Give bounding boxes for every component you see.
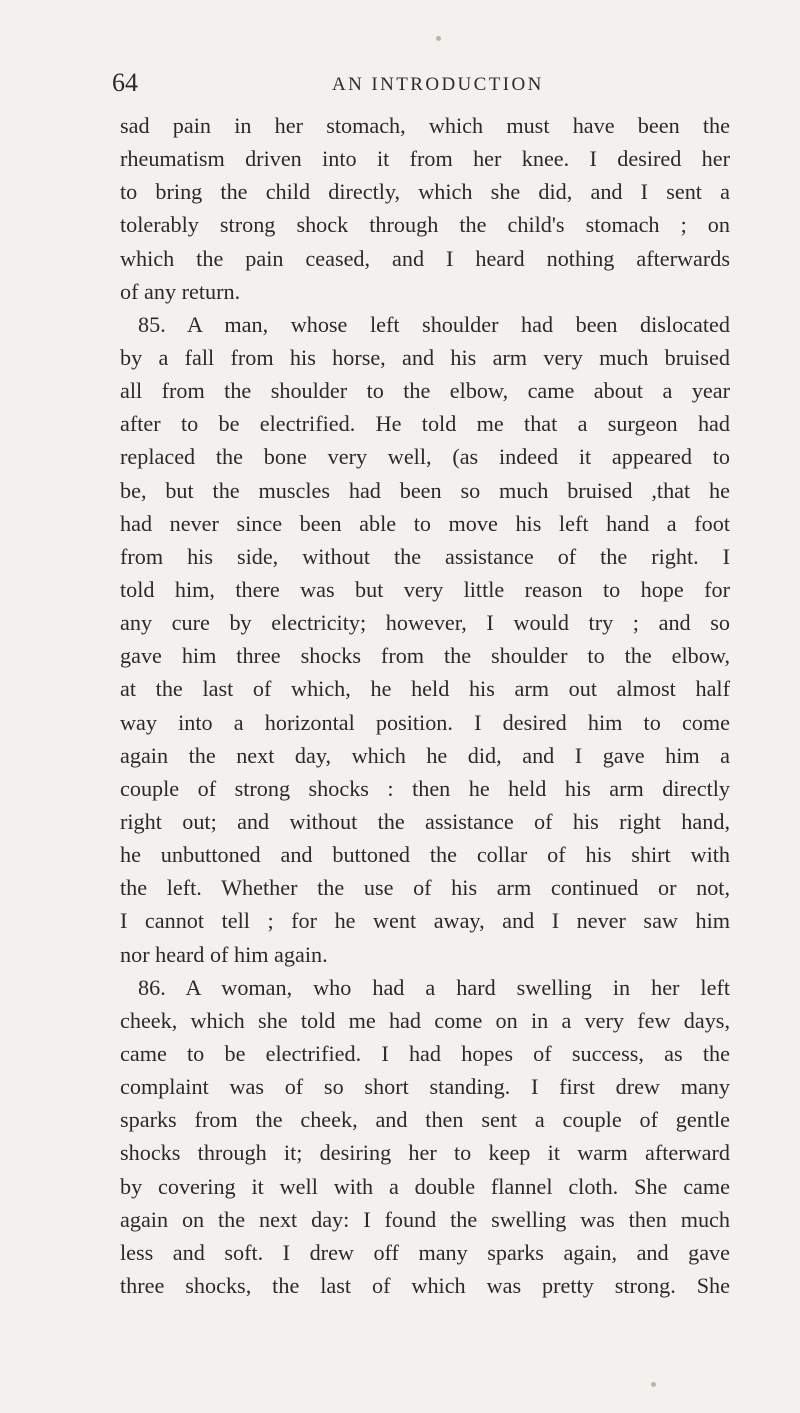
text-line: came to be electrified. I had hopes of success, as the	[120, 1040, 730, 1066]
text-line: after to be electrified. He told me that a surgeon had	[120, 411, 730, 437]
body-text	[120, 109, 730, 1302]
text-line: rheumatism driven into it from her knee. I desired her	[120, 146, 730, 172]
page-number: 64	[112, 68, 138, 97]
text-line: had never since been able to move his left hand a foot	[120, 510, 730, 536]
text-line: again on the next day: I found the swelling was then much	[120, 1206, 730, 1232]
text-line: gave him three shocks from the shoulder to the elbow,	[120, 643, 730, 669]
text-line: the left. Whether the use of his arm continued or not,	[120, 875, 730, 901]
text-line: sparks from the cheek, and then sent a couple of gentle	[120, 1107, 730, 1133]
text-line: at the last of which, he held his arm out almost half	[120, 676, 730, 702]
text-line: he unbuttoned and buttoned the collar of his shirt with	[120, 842, 730, 868]
running-header	[112, 68, 732, 108]
text-line: cheek, which she told me had come on in a very few days,	[120, 1007, 730, 1033]
text-line: right out; and without the assistance of his right hand,	[120, 808, 730, 834]
text-line: couple of strong shocks : then he held his arm directly	[120, 775, 730, 801]
paragraph-86-start: 86. A woman, who had a hard swelling in her left	[138, 974, 730, 1000]
text-line: nor heard of him again.	[120, 941, 328, 967]
text-line: again the next day, which he did, and I gave him a	[120, 742, 730, 768]
paper-speck	[651, 1382, 656, 1387]
text-line: which the pain ceased, and I heard nothing afterwards	[120, 245, 730, 271]
text-line: tolerably strong shock through the child's stomach ; on	[120, 212, 730, 238]
running-title: AN INTRODUCTION	[332, 74, 544, 95]
text-line: less and soft. I drew off many sparks again, and gave	[120, 1239, 730, 1265]
text-line: all from the shoulder to the elbow, came about a year	[120, 378, 730, 404]
text-line: by a fall from his horse, and his arm very much bruised	[120, 344, 730, 370]
text-line: complaint was of so short standing. I first drew many	[120, 1074, 730, 1100]
text-line: be, but the muscles had been so much bruised ,that he	[120, 477, 730, 503]
text-line: way into a horizontal position. I desired him to come	[120, 709, 730, 735]
paper-speck	[436, 36, 441, 41]
text-line: from his side, without the assistance of the right. I	[120, 543, 730, 569]
text-line: told him, there was but very little reason to hope for	[120, 576, 730, 602]
text-line: of any return.	[120, 278, 241, 304]
text-line: by covering it well with a double flannel cloth. She came	[120, 1173, 730, 1199]
text-line: replaced the bone very well, (as indeed it appeared to	[120, 444, 730, 470]
text-line: I cannot tell ; for he went away, and I never saw him	[120, 908, 730, 934]
text-line: any cure by electricity; however, I would try ; and so	[120, 610, 730, 636]
text-line: shocks through it; desiring her to keep it warm afterward	[120, 1140, 730, 1166]
text-line: three shocks, the last of which was pretty strong. She	[120, 1272, 730, 1298]
text-line: sad pain in her stomach, which must have been the	[120, 113, 730, 138]
paragraph-85-start: 85. A man, whose left shoulder had been dislocated	[138, 311, 730, 337]
text-line: to bring the child directly, which she did, and I sent a	[120, 179, 730, 205]
